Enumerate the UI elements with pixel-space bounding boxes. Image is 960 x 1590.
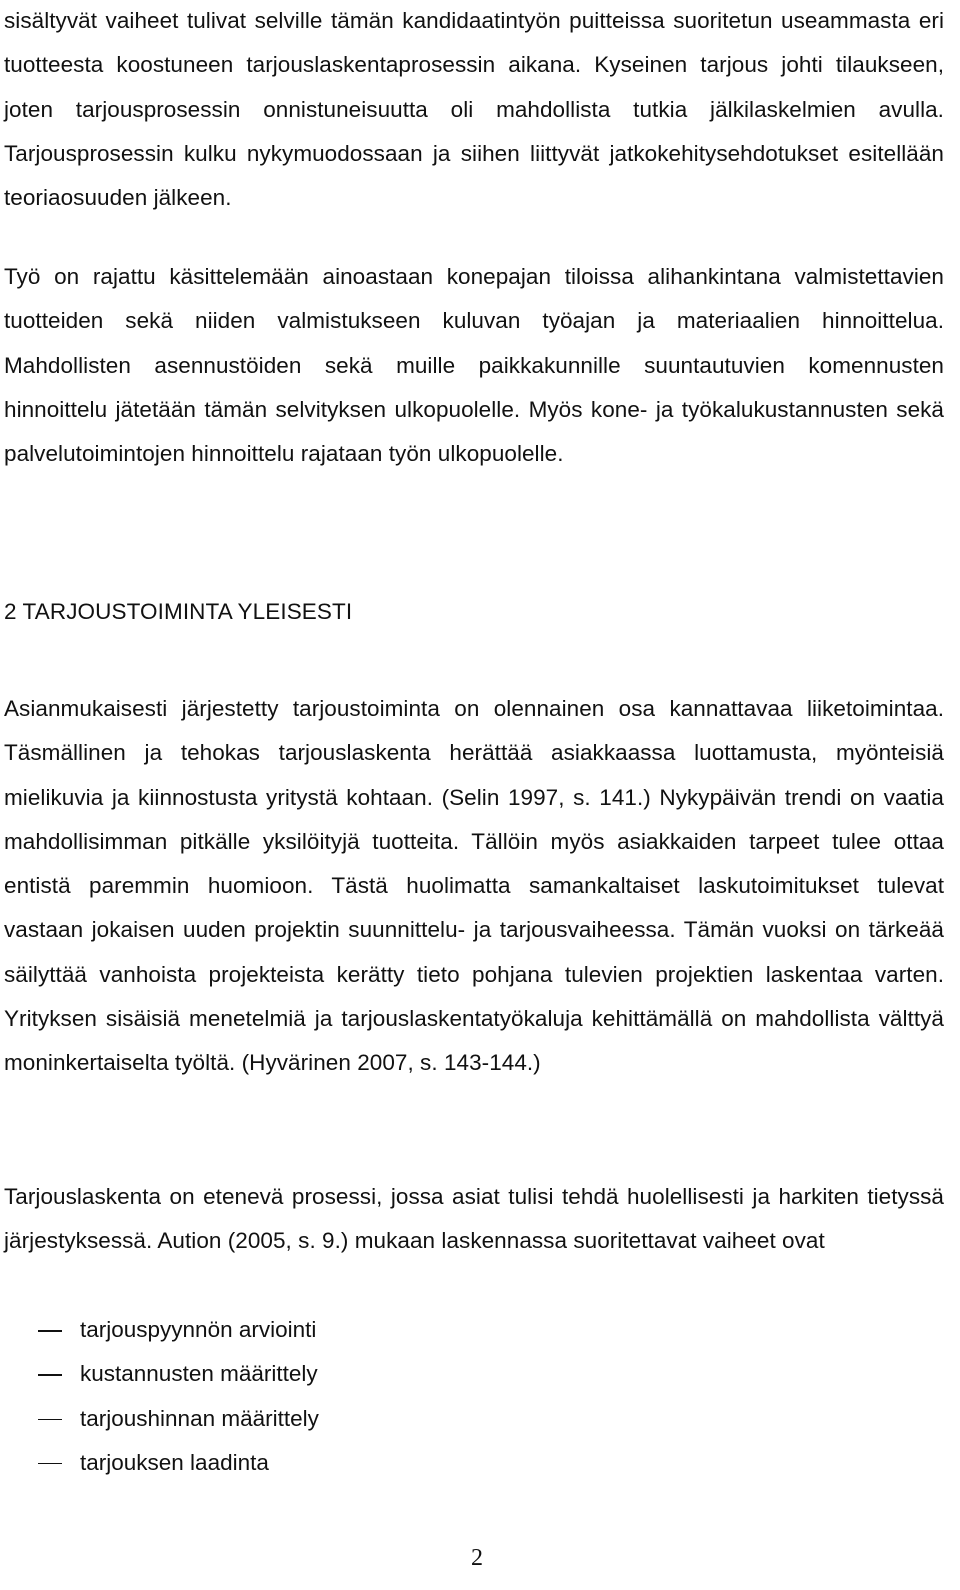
dash-bullet-icon (38, 1463, 62, 1465)
paragraph-bidding-process: Tarjouslaskenta on etenevä prosessi, jossa asiat tulisi tehdä huolellisesti ja harkiten tietyssä järjestyksessä. Aution (2005, s. 9.) mukaan laskennassa suoritettavat vaiheet ovat (4, 1184, 944, 1254)
list-item-text: kustannusten määrittely (80, 1361, 318, 1387)
document-page (4, 0, 944, 1590)
paragraph-bidding-overview: Asianmukaisesti järjestetty tarjoustoiminta on olennainen osa kannattavaa liiketoimintaa. Täsmällinen ja tehokas tarjouslaskenta herättää asiakkaassa luottamusta, myönteisiä mielikuvia ja kiinnostusta yritystä kohtaan. (Selin 1997, s. 141.) Nykypäivän trendi on vaatia mahdollisimman pitkälle yksilöityjä tuotteita. Tällöin myös asiakkaiden tarpeet tulee ottaa entistä paremmin huomioon. Tästä huolimatta samankaltaiset laskutoimitukset tulevat vastaan jokaisen uuden projektin suunnittelu- ja tarjousvaiheessa. Tämän vuoksi on tärkeää säilyttää vanhoista projekteista kerätty tieto pohjana tulevien projektien laskentaa varten. Yrityksen sisäisiä menetelmiä ja tarjouslaskentatyökaluja kehittämällä on mahdollista välttyä moninkertaiselta työltä. (Hyvärinen 2007, s. 143-144.) (4, 696, 944, 1076)
dash-bullet-icon (38, 1419, 62, 1421)
paragraph-intro-continued: sisältyvät vaiheet tulivat selville tämän kandidaatintyön puitteissa suoritetun useammasta eri tuotteesta koostuneen tarjouslaskentaprosessin aikana. Kyseinen tarjous johti tilaukseen, joten tarjousprosessin onnistuneisuutta oli mahdollista tutkia jälkilaskelmien avulla. Tarjousprosessin kulku nykymuodossaan ja siihen liittyvät jatkokehitysehdotukset esitellään teoriaosuuden jälkeen. (4, 8, 944, 211)
list-item-text: tarjouspyynnön arviointi (80, 1317, 317, 1342)
page-number: 2 (471, 1545, 483, 1571)
dash-bullet-icon (38, 1374, 62, 1376)
list-item (4, 1441, 944, 1485)
paragraph-scope: Työ on rajattu käsittelemään ainoastaan konepajan tiloissa alihankintana valmistettavien tuotteiden sekä niiden valmistukseen kuluvan työajan ja materiaalien hinnoittelua. Mahdollisten asennustöiden sekä muille paikkakunnille suuntautuvien komennusten hinnoittelu jätetään tämän selvityksen ulkopuolelle. Myös kone- ja työkalukustannusten sekä palvelutoimintojen hinnoittelu rajataan työn ulkopuolelle. (4, 264, 944, 467)
list-item (4, 1308, 944, 1352)
list-item (4, 1352, 944, 1396)
list-item (4, 1397, 944, 1441)
section-heading: 2 TARJOUSTOIMINTA YLEISESTI (4, 599, 353, 624)
dash-bullet-icon (38, 1330, 62, 1332)
process-steps-list (4, 1308, 944, 1485)
list-item-text: tarjouksen laadinta (80, 1449, 269, 1475)
list-item-text: tarjoushinnan määrittely (80, 1405, 319, 1431)
